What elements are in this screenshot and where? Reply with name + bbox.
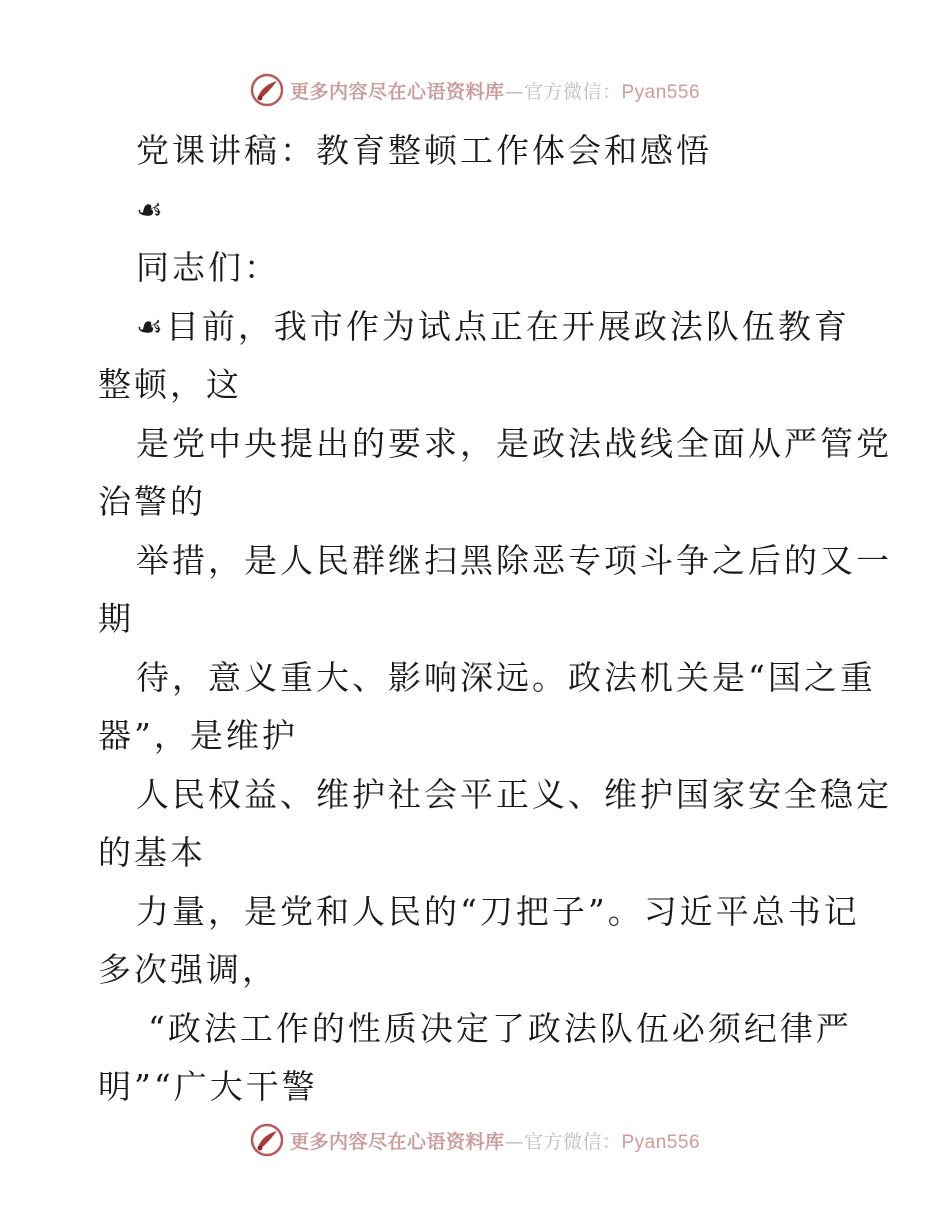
watermark-footer bbox=[0, 1120, 950, 1160]
paragraph-line: 多次强调， bbox=[98, 950, 278, 989]
watermark-text bbox=[290, 77, 700, 104]
paragraph-line: 是党中央提出的要求，是政法战线全面从严管党 bbox=[136, 423, 892, 463]
ornament-line bbox=[98, 181, 858, 240]
watermark-main-text: 更多内容尽在心语资料库 bbox=[289, 1130, 505, 1153]
paragraph-line: 待，意义重大、影响深远。政法机关是“国之重 bbox=[136, 657, 876, 697]
floral-ornament-icon: ☙ bbox=[136, 193, 166, 229]
paragraph-line: 明”“广大干警 bbox=[98, 1067, 318, 1106]
document-title: 党课讲稿：教育整顿工作体会和感悟 bbox=[136, 131, 712, 170]
watermark-wechat-id: Pyan556 bbox=[621, 1131, 701, 1153]
watermark-text bbox=[290, 1127, 700, 1154]
watermark-header bbox=[0, 70, 950, 110]
brush-logo-icon bbox=[250, 1123, 284, 1157]
watermark-main-text: 更多内容尽在心语资料库 bbox=[289, 80, 505, 103]
watermark-separator: — bbox=[504, 80, 524, 103]
watermark-wechat-id: Pyan556 bbox=[621, 81, 701, 103]
paragraph-line: 治警的 bbox=[98, 482, 206, 521]
paragraph-line: 力量，是党和人民的“刀把子”。习近平总书记 bbox=[136, 891, 860, 931]
brush-logo-icon bbox=[250, 73, 284, 107]
document-body bbox=[98, 122, 892, 1117]
watermark-wechat-label: 官方微信： bbox=[523, 1130, 622, 1153]
paragraph-line: 器”，是维护 bbox=[98, 716, 298, 755]
watermark-separator: — bbox=[504, 1130, 524, 1153]
paragraph-line bbox=[98, 298, 858, 357]
floral-ornament-icon: ☙ bbox=[136, 310, 166, 346]
watermark-wechat-label: 官方微信： bbox=[523, 80, 622, 103]
paragraph-line: 期 bbox=[98, 599, 134, 638]
paragraph-line-text: 目前，我市作为试点正在开展政法队伍教育 bbox=[165, 306, 850, 346]
paragraph-line: 整顿，这 bbox=[98, 365, 242, 404]
greeting: 同志们： bbox=[136, 248, 280, 287]
paragraph-line: “政法工作的性质决定了政法队伍必须纪律严 bbox=[148, 1008, 852, 1048]
paragraph-line: 的基本 bbox=[98, 833, 206, 872]
paragraph-line: 人民权益、维护社会平正义、维护国家安全稳定 bbox=[136, 774, 892, 814]
paragraph-line: 举措，是人民群继扫黑除恶专项斗争之后的又一 bbox=[136, 540, 892, 580]
